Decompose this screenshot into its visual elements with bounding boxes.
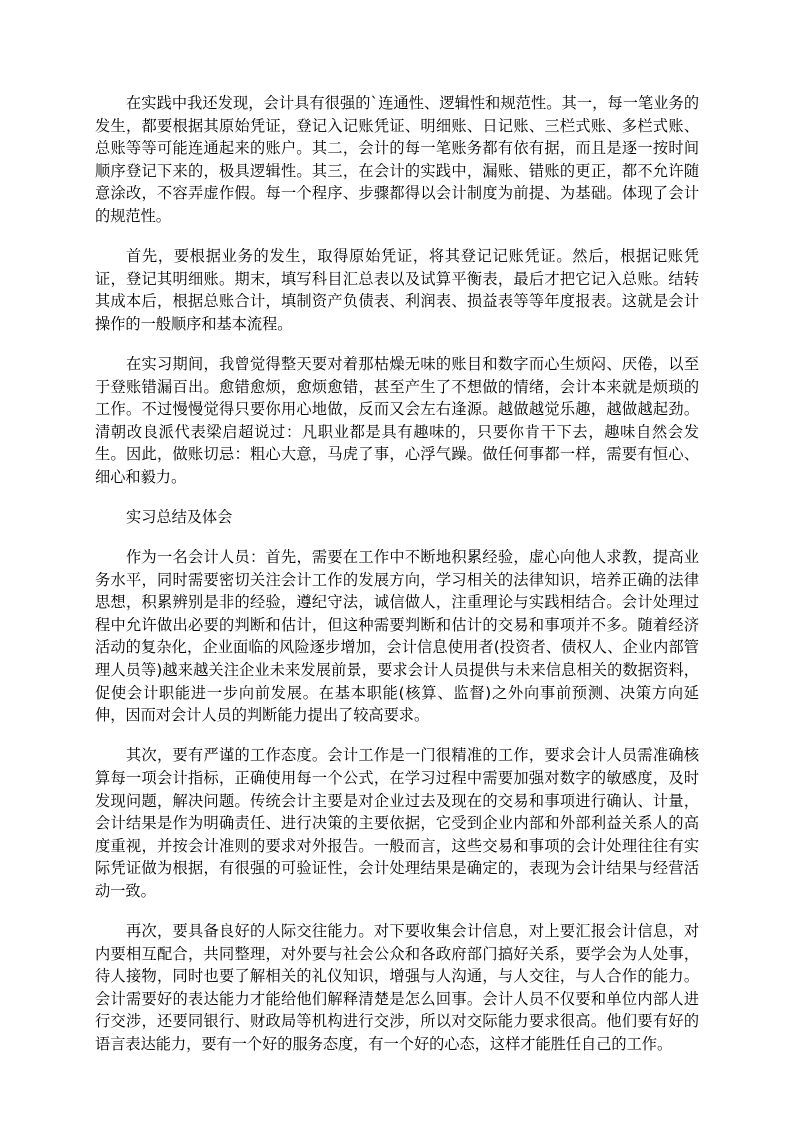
paragraph-internship-feelings: 在实习期间，我曾觉得整天要对着那枯燥无味的账目和数字而心生烦闷、厌倦，以至于登账错漏百出。愈错愈烦，愈烦愈错，甚至产生了不想做的情绪，会计本来就是烦琐的工作。不过慢慢觉得只要你用心地做，反而又会左右逢源。越做越觉乐趣，越做越起劲。清朝改良派代表梁启超说过：凡职业都是具有趣味的，只要你肯干下去，趣味自然会发生。因此，做账切忌：粗心大意，马虎了事，心浮气躁。做任何事都一样，需要有恒心、细心和毅力。	[95, 354, 699, 486]
paragraph-third-requirement: 再次，要具备良好的人际交往能力。对下要收集会计信息，对上要汇报会计信息，对内要相互配合，共同整理，对外要与社会公众和各政府部门搞好关系，要学会为人处事，待人接物，同时也要了解相关的礼仪知识，增强与人沟通，与人交往，与人合作的能力。会计需要好的表达能力才能给他们解释清楚是怎么回事。会计人员不仅要和单位内部人进行交涉，还要同银行、财政局等机构进行交涉，所以对交际能力要求很高。他们要有好的语言表达能力，要有一个好的服务态度，有一个好的心态，这样才能胜任自己的工作。	[95, 922, 699, 1053]
section-heading-summary: 实习总结及体会	[126, 508, 233, 526]
paragraph-first-requirement: 作为一名会计人员：首先，需要在工作中不断地积累经验，虚心向他人求教，提高业务水平，同时需要密切关注会计工作的发展方向，学习相关的法律知识，培养正确的法律思想，积累辨别是非的经验，遵纪守法，诚信做人，注重理论与实践相结合。会计处理过程中允许做出必要的判断和估计，但这种需要判断和估计的交易和事项并不多。随着经济活动的复杂化，企业面临的风险逐步增加，会计信息使用者(投资者、债权人、企业内部管理人员等)越来越关注企业未来发展前景，要求会计人员提供与未来信息相关的数据资料，促使会计职能进一步向前发展。在基本职能(核算、监督)之外向事前预测、决策方向延伸，因而对会计人员的判断能力提出了较高要求。	[95, 548, 699, 725]
paragraph-second-requirement: 其次，要有严谨的工作态度。会计工作是一门很精准的工作，要求会计人员需准确核算每一项会计指标，正确使用每一个公式，在学习过程中需要加强对数字的敏感度，及时发现问题，解决问题。传统会计主要是对企业过去及现在的交易和事项进行确认、计量，会计结果是作为明确责任、进行决策的主要依据，它受到企业内部和外部利益关系人的高度重视，并按会计准则的要求对外报告。一般而言，这些交易和事项的会计处理往往有实际凭证做为根据，有很强的可验证性，会计处理结果是确定的，表现为会计结果与经营活动一致。	[95, 746, 699, 900]
paragraph-accounting-process: 首先，要根据业务的发生，取得原始凭证，将其登记记账凭证。然后，根据记账凭证，登记其明细账。期末，填写科目汇总表以及试算平衡表，最后才把它记入总账。结转其成本后，根据总账合计，填制资产负债表、利润表、损益表等等年度报表。这就是会计操作的一般顺序和基本流程。	[95, 247, 699, 333]
paragraph-practice-findings: 在实践中我还发现，会计具有很强的`连通性、逻辑性和规范性。其一，每一笔业务的发生，都要根据其原始凭证，登记入记账凭证、明细账、日记账、三栏式账、多栏式账、总账等等可能连通起来的账户。其二，会计的每一笔账务都有依有据，而且是逐一按时间顺序登记下来的，极具逻辑性。其三，在会计的实践中，漏账、错账的更正，都不允许随意涂改，不容弄虚作假。每一个程序、步骤都得以会计制度为前提、为基础。体现了会计的规范性。	[95, 94, 699, 225]
document-body	[95, 92, 699, 1073]
